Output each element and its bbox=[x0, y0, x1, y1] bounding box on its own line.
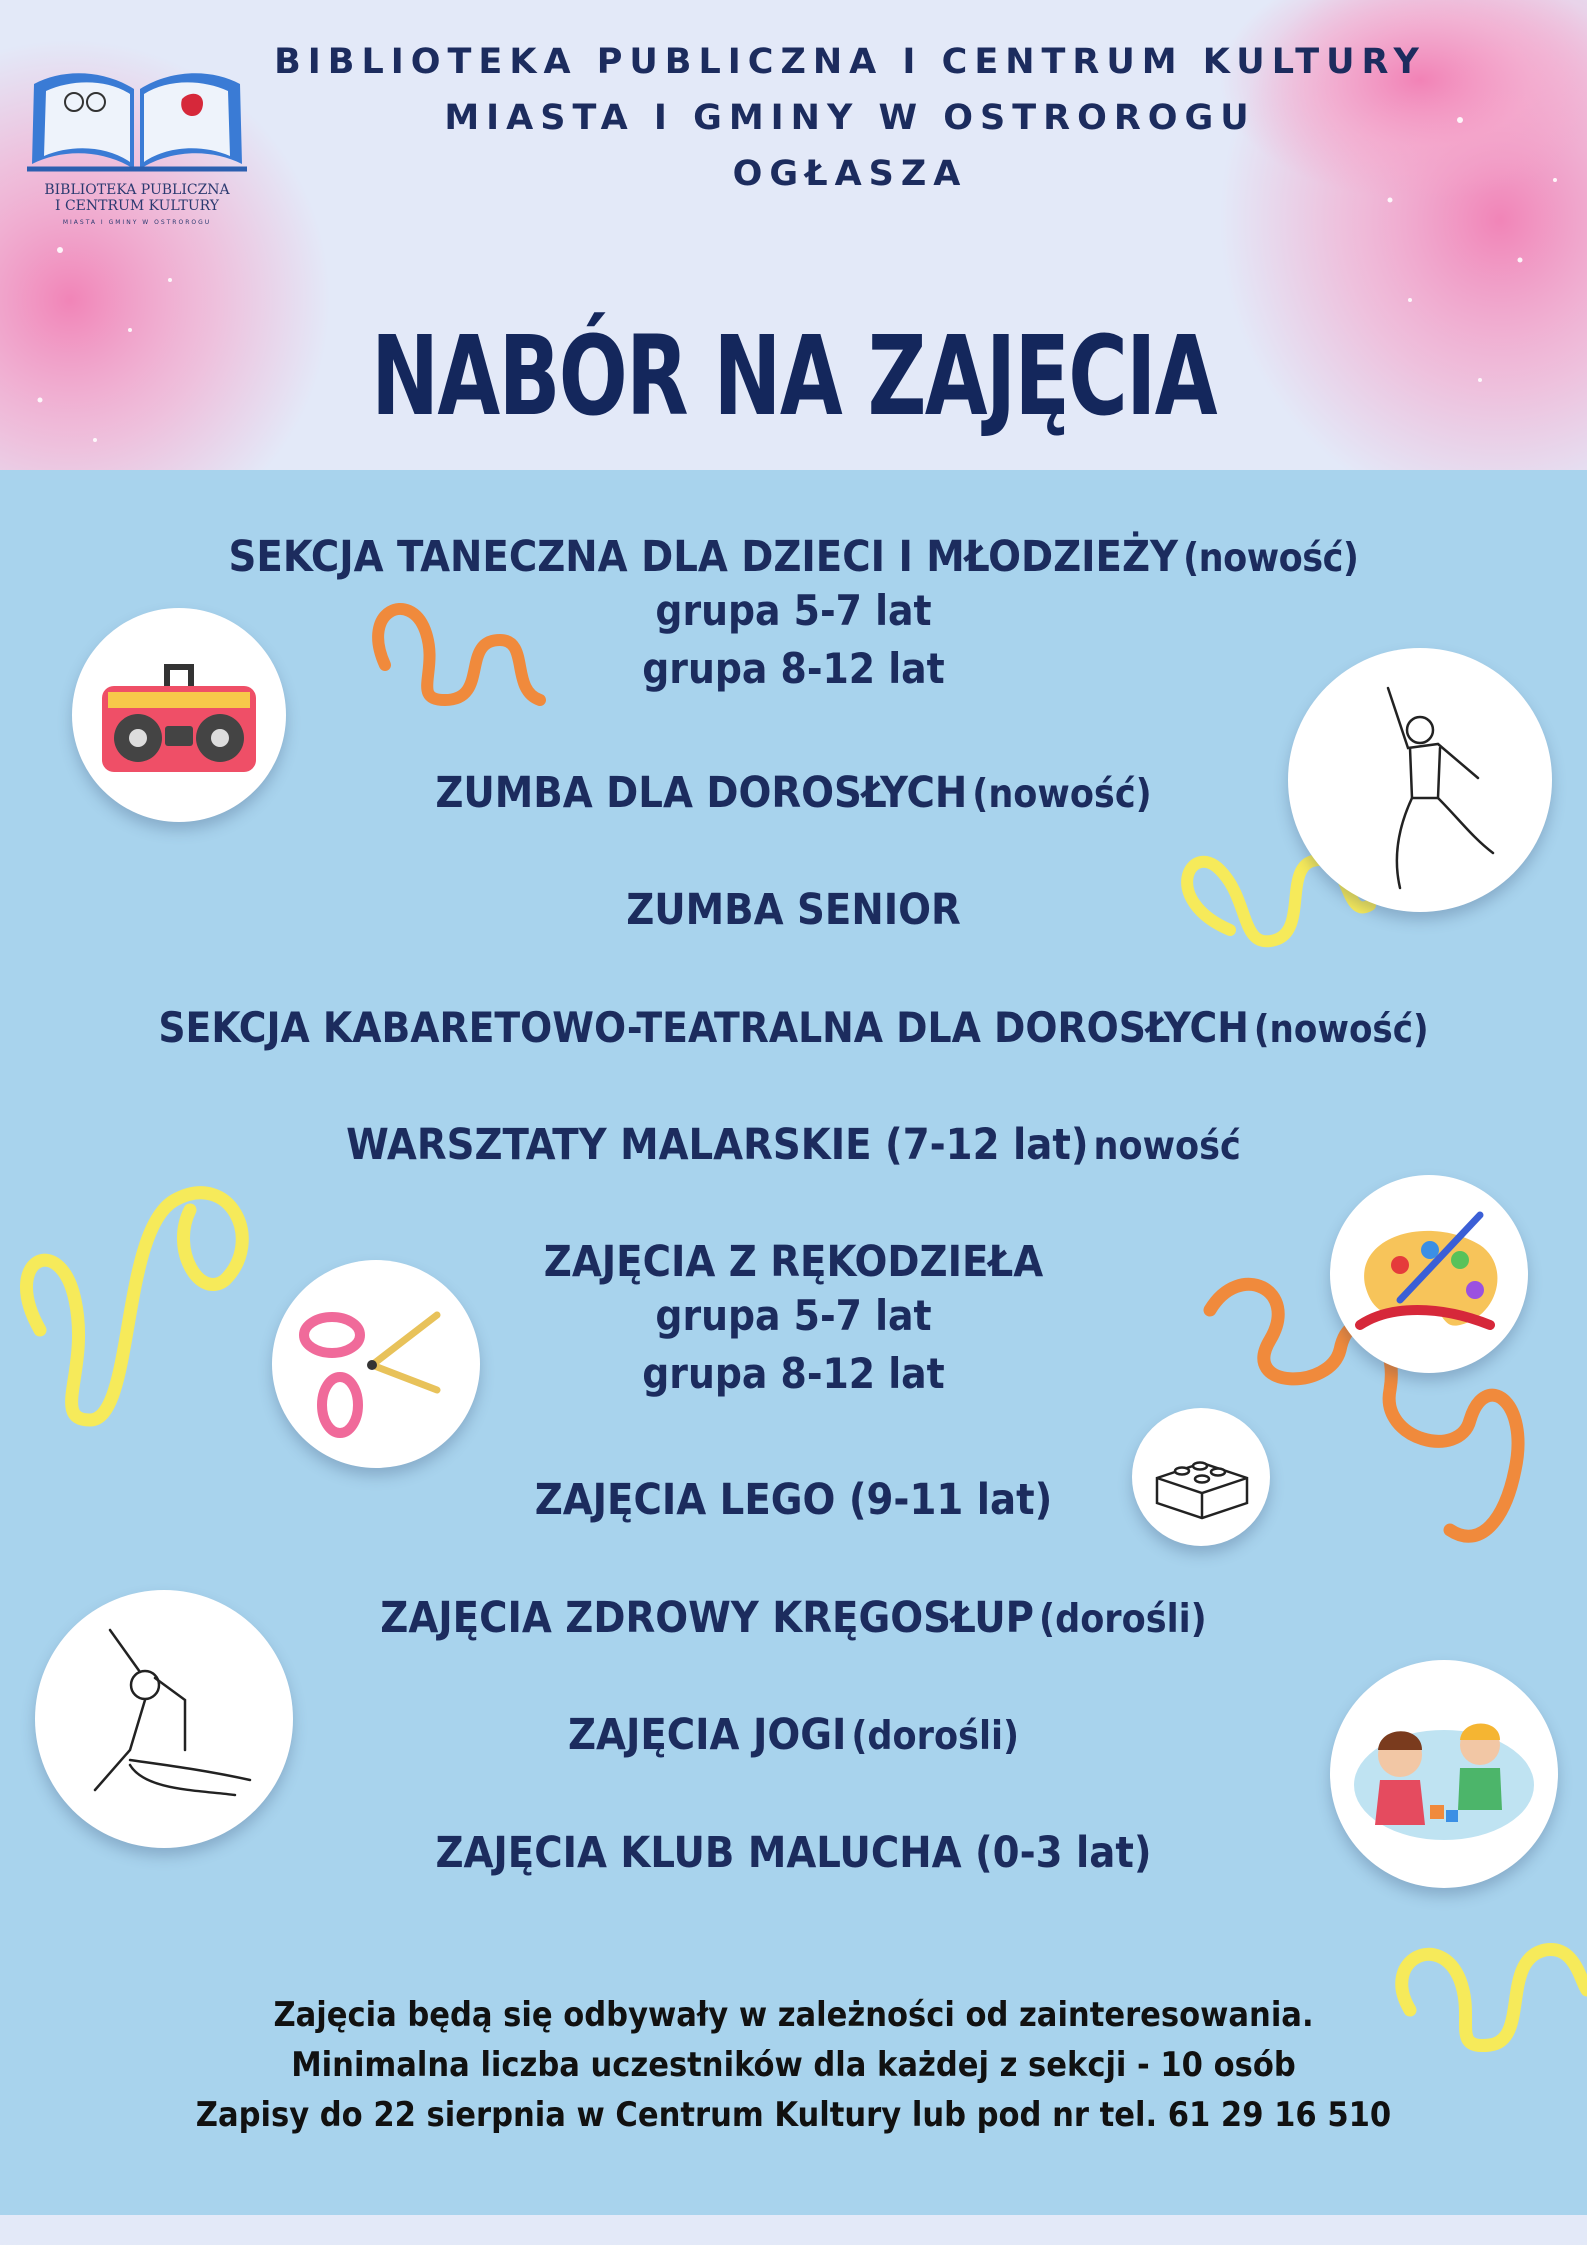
logo-text-line3: MIASTA I GMINY W OSTROROGU bbox=[62, 219, 212, 226]
class-note: (nowość) bbox=[1183, 536, 1359, 581]
class-painting-workshop bbox=[0, 1120, 1587, 1170]
scissors-icon bbox=[272, 1260, 480, 1468]
class-name: ZAJĘCIA ZDROWY KRĘGOSŁUP bbox=[380, 1593, 1035, 1643]
footer-notes bbox=[0, 1990, 1587, 2140]
class-name: ZUMBA DLA DOROSŁYCH bbox=[435, 768, 968, 818]
paint-palette-icon bbox=[1330, 1175, 1528, 1373]
yoga-woman-icon bbox=[35, 1590, 293, 1848]
class-lego bbox=[0, 1475, 1587, 1525]
class-name: ZAJĘCIA Z RĘKODZIEŁA bbox=[543, 1237, 1044, 1287]
class-name: ZAJĘCIA JOGI bbox=[567, 1710, 847, 1760]
footer-line-2: Minimalna liczba uczestników dla każdej z sekcji - 10 osób bbox=[291, 2045, 1296, 2085]
class-name: ZAJĘCIA KLUB MALUCHA (0-3 lat) bbox=[435, 1828, 1152, 1878]
header-line-3: OGŁASZA bbox=[732, 154, 968, 194]
class-cabaret-theatre bbox=[0, 1003, 1587, 1052]
class-group: grupa 5-7 lat bbox=[655, 586, 932, 635]
header-line-1: BIBLIOTEKA PUBLICZNA I CENTRUM KULTURY bbox=[274, 42, 1426, 82]
footer-line-1: Zajęcia będą się odbywały w zależności od zainteresowania. bbox=[273, 1995, 1314, 2035]
class-group: grupa 8-12 lat bbox=[642, 644, 945, 693]
class-name: SEKCJA TANECZNA DLA DZIECI I MŁODZIEŻY bbox=[228, 532, 1179, 582]
class-note: (nowość) bbox=[1253, 1007, 1429, 1051]
logo-text-line2: I CENTRUM KULTURY bbox=[54, 198, 220, 214]
ballerina-icon bbox=[1288, 648, 1552, 912]
class-note: nowość bbox=[1093, 1124, 1241, 1169]
class-note: (nowość) bbox=[972, 772, 1152, 817]
class-note: (dorośli) bbox=[851, 1714, 1020, 1759]
lego-brick-icon bbox=[1132, 1408, 1270, 1546]
class-name: ZAJĘCIA LEGO (9-11 lat) bbox=[534, 1475, 1053, 1525]
class-name: ZUMBA SENIOR bbox=[626, 885, 961, 935]
boombox-icon bbox=[72, 608, 286, 822]
class-name: SEKCJA KABARETOWO-TEATRALNA DLA DOROSŁYCH bbox=[158, 1003, 1249, 1052]
class-group: grupa 5-7 lat bbox=[655, 1291, 932, 1340]
header-line-2: MIASTA I GMINY W OSTROROGU bbox=[444, 98, 1256, 138]
children-playing-icon bbox=[1330, 1660, 1558, 1888]
class-note: (dorośli) bbox=[1039, 1597, 1207, 1642]
footer-line-3: Zapisy do 22 sierpnia w Centrum Kultury lub pod nr tel. 61 29 16 510 bbox=[195, 2095, 1392, 2135]
class-group: grupa 8-12 lat bbox=[642, 1349, 945, 1398]
class-name: WARSZTATY MALARSKIE (7-12 lat) bbox=[346, 1120, 1089, 1170]
main-title: NABÓR NA ZAJĘCIA bbox=[371, 312, 1216, 440]
logo-text-line1: BIBLIOTEKA PUBLICZNA bbox=[44, 182, 230, 198]
